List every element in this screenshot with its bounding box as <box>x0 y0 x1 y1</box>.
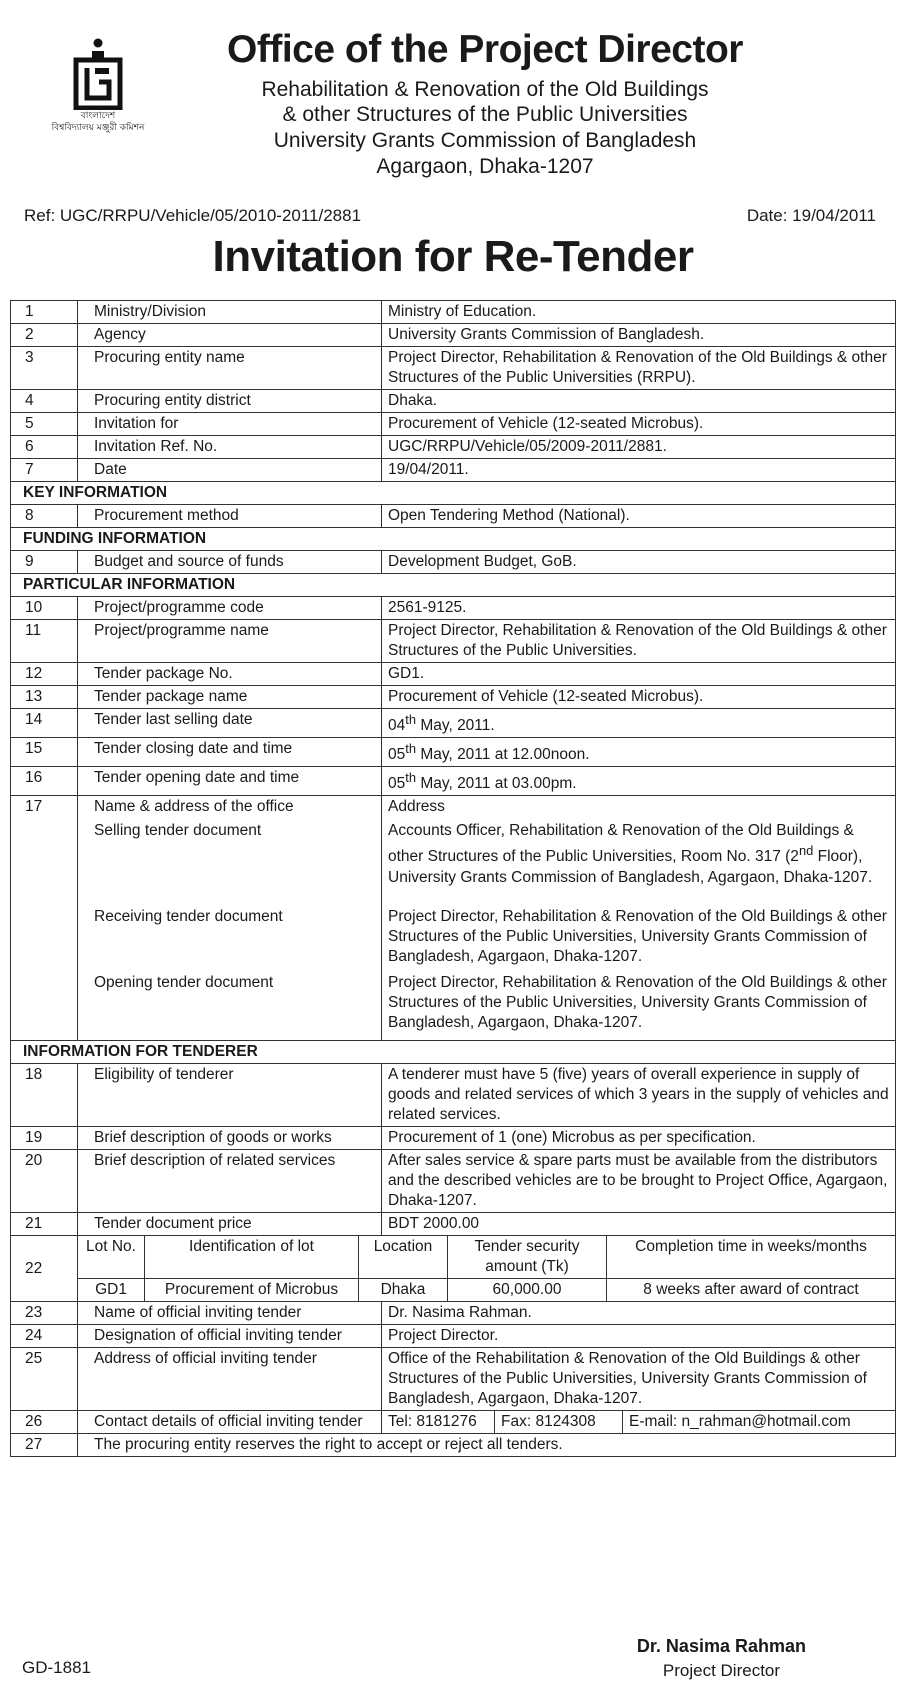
table-row <box>11 597 896 620</box>
row-number: 9 <box>11 551 78 574</box>
row-label: Procuring entity name <box>78 347 382 390</box>
ordinal: th <box>405 770 417 786</box>
row-value: Project Director, Rehabilitation & Renovation of the Old Buildings & other Structures of the Public Universities (RRPU). <box>382 347 896 390</box>
row-number: 23 <box>11 1302 78 1325</box>
row-value: Dr. Nasima Rahman. <box>382 1302 896 1325</box>
row-label: Project/programme name <box>78 620 382 663</box>
row-label: Tender last selling date <box>78 709 382 738</box>
table-row <box>11 1127 896 1150</box>
row-label: Brief description of goods or works <box>78 1127 382 1150</box>
row-number: 2 <box>11 324 78 347</box>
row-number: 25 <box>11 1348 78 1411</box>
contact-email: E-mail: n_rahman@hotmail.com <box>629 1413 851 1431</box>
table-row <box>11 686 896 709</box>
table-row <box>11 324 896 347</box>
day: 05 <box>388 775 406 793</box>
row-number: 3 <box>11 347 78 390</box>
section-row <box>11 482 896 505</box>
row-value: Procurement of Vehicle (12-seated Microbus). <box>382 413 896 436</box>
section-heading-key: KEY INFORMATION <box>11 482 896 505</box>
signatory-name: Dr. Nasima Rahman <box>636 1636 806 1656</box>
document-title: Invitation for Re-Tender <box>212 232 694 281</box>
row-value: GD1. <box>382 663 896 686</box>
row-label <box>78 796 382 1041</box>
logo-text-line-2: বিশ্ববিদ্যালয় মঞ্জুরী কমিশন <box>51 123 145 133</box>
row-value: The procuring entity reserves the right to accept or reject all tenders. <box>78 1434 896 1457</box>
row-value: A tenderer must have 5 (five) years of overall experience in supply of goods and related services of which 3 years in the supply of vehicles and related services. <box>382 1064 896 1127</box>
table-row <box>11 796 896 1041</box>
row-label: Contact details of official inviting tender <box>78 1411 382 1434</box>
row-number: 7 <box>11 459 78 482</box>
table-row <box>11 1411 896 1434</box>
reference-number: Ref: UGC/RRPU/Vehicle/05/2010-2011/2881 <box>24 206 362 225</box>
row-number: 27 <box>11 1434 78 1457</box>
ugc-logo <box>34 38 162 134</box>
table-row <box>11 738 896 767</box>
signatory-title: Project Director <box>662 1661 781 1680</box>
day: 05 <box>388 746 406 764</box>
row-number: 21 <box>11 1213 78 1236</box>
table-row <box>11 301 896 324</box>
ordinal: th <box>405 712 417 727</box>
row-value: After sales service & spare parts must be available from the distributors and the described vehicles are to be brought to Project Office, Agargaon, Dhaka-1207. <box>382 1150 896 1213</box>
contact-tel: Tel: 8181276 <box>382 1411 495 1433</box>
row-label: Ministry/Division <box>78 301 382 324</box>
contact-cell <box>382 1411 896 1434</box>
row-label: Project/programme code <box>78 597 382 620</box>
row-label: Tender opening date and time <box>78 767 382 796</box>
row-value: 19/04/2011. <box>382 459 896 482</box>
section-heading-funding: FUNDING INFORMATION <box>11 528 896 551</box>
table-row <box>11 1064 896 1127</box>
day: 04 <box>388 717 406 735</box>
row-value: Development Budget, GoB. <box>382 551 896 574</box>
row-label: Date <box>78 459 382 482</box>
row-value: BDT 2000.00 <box>382 1213 896 1236</box>
lot-completion: 8 weeks after award of contract <box>607 1279 896 1302</box>
row-number: 11 <box>11 620 78 663</box>
row-number: 20 <box>11 1150 78 1213</box>
row-label: Agency <box>78 324 382 347</box>
contact-table <box>382 1411 895 1433</box>
row-number: 19 <box>11 1127 78 1150</box>
section-row <box>11 528 896 551</box>
lot-identification: Procurement of Microbus <box>145 1279 359 1302</box>
row-value <box>382 738 896 767</box>
row-label: Tender closing date and time <box>78 738 382 767</box>
header-line-3: University Grants Commission of Bangladesh <box>273 129 697 152</box>
table-row <box>11 709 896 738</box>
contact-fax: Fax: 8124308 <box>495 1411 623 1433</box>
section-heading-particular: PARTICULAR INFORMATION <box>11 574 896 597</box>
footer-code: GD-1881 <box>22 1658 91 1677</box>
table-row <box>11 1325 896 1348</box>
row-value: Office of the Rehabilitation & Renovation of the Old Buildings & other Structures of the Public Universities, University Grants Commission of Bangladesh, Agargaon, Dhaka-1207. <box>382 1348 896 1411</box>
row-number: 26 <box>11 1411 78 1434</box>
row-label: Procuring entity district <box>78 390 382 413</box>
logo-text-line-1: বাংলাদেশ <box>80 111 116 121</box>
lot-header-security: Tender security amount (Tk) <box>448 1236 607 1279</box>
table-row <box>11 1434 896 1457</box>
row-label: Address of official inviting tender <box>78 1348 382 1411</box>
header-line-1: Rehabilitation & Renovation of the Old Buildings <box>261 78 709 101</box>
row-value: Project Director. <box>382 1325 896 1348</box>
receiving-label: Receiving tender document <box>94 908 283 926</box>
row-number: 8 <box>11 505 78 528</box>
table-row <box>11 551 896 574</box>
row-number: 17 <box>11 796 78 1041</box>
row-number: 5 <box>11 413 78 436</box>
signature-block <box>637 1634 806 1683</box>
opening-address: Project Director, Rehabilitation & Renovation of the Old Buildings & other Structures of the Public Universities, University Grants Commission of Bangladesh, Agargaon, Dhaka-1207. <box>388 974 887 1032</box>
row-value: Project Director, Rehabilitation & Renovation of the Old Buildings & other Structures of the Public Universities. <box>382 620 896 663</box>
table-row <box>11 1150 896 1213</box>
table-row <box>11 459 896 482</box>
row-label: Budget and source of funds <box>78 551 382 574</box>
table-row <box>11 620 896 663</box>
row-value <box>382 767 896 796</box>
row-number: 14 <box>11 709 78 738</box>
lot-table <box>78 1236 895 1301</box>
lot-header-row <box>78 1236 895 1279</box>
row-number: 10 <box>11 597 78 620</box>
row-value: Procurement of Vehicle (12-seated Microbus). <box>382 686 896 709</box>
selling-label: Selling tender document <box>94 822 262 840</box>
table-row <box>11 1236 896 1302</box>
address-heading: Address <box>388 798 445 816</box>
row-value: University Grants Commission of Bangladesh. <box>382 324 896 347</box>
table-row <box>11 390 896 413</box>
opening-label: Opening tender document <box>94 974 274 992</box>
row-number: 1 <box>11 301 78 324</box>
office-address-label: Name & address of the office <box>94 798 294 816</box>
date-rest: May, 2011 at 12.00noon. <box>416 746 590 764</box>
table-row <box>11 663 896 686</box>
tender-table <box>10 300 896 1457</box>
lot-cell <box>78 1236 896 1302</box>
lot-header-location: Location <box>359 1236 448 1279</box>
table-row <box>11 1348 896 1411</box>
row-number: 6 <box>11 436 78 459</box>
row-number: 13 <box>11 686 78 709</box>
row-number: 16 <box>11 767 78 796</box>
row-value: Ministry of Education. <box>382 301 896 324</box>
row-label: Tender document price <box>78 1213 382 1236</box>
lot-row <box>78 1279 895 1302</box>
lot-header-completion: Completion time in weeks/months <box>607 1236 896 1279</box>
selling-address-part1: Accounts Officer, Rehabilitation & Renovation of the Old Buildings & other Structures of the Public Universities, Room No. 317 (2 <box>388 822 854 866</box>
lot-security: 60,000.00 <box>448 1279 607 1302</box>
row-value <box>382 796 896 1041</box>
row-label: Invitation for <box>78 413 382 436</box>
row-label: Eligibility of tenderer <box>78 1064 382 1127</box>
header-line-4: Agargaon, Dhaka-1207 <box>376 155 594 178</box>
ordinal: nd <box>798 843 814 859</box>
row-number: 15 <box>11 738 78 767</box>
row-label: Brief description of related services <box>78 1150 382 1213</box>
lot-header-identification: Identification of lot <box>145 1236 359 1279</box>
table-row <box>11 767 896 796</box>
lot-number: GD1 <box>78 1279 145 1302</box>
row-label: Procurement method <box>78 505 382 528</box>
lot-header-lot: Lot No. <box>78 1236 145 1279</box>
row-label: Designation of official inviting tender <box>78 1325 382 1348</box>
receiving-address: Project Director, Rehabilitation & Renovation of the Old Buildings & other Structures of the Public Universities, University Grants Commission of Bangladesh, Agargaon, Dhaka-1207. <box>388 908 887 966</box>
row-number: 12 <box>11 663 78 686</box>
row-value: Dhaka. <box>382 390 896 413</box>
ugc-emblem-icon <box>73 38 123 110</box>
row-number: 4 <box>11 390 78 413</box>
row-label: Tender package name <box>78 686 382 709</box>
ordinal: th <box>405 741 417 757</box>
row-label: Name of official inviting tender <box>78 1302 382 1325</box>
table-row <box>11 436 896 459</box>
table-row <box>11 347 896 390</box>
office-title: Office of the Project Director <box>227 28 743 71</box>
table-row <box>11 1302 896 1325</box>
notice-date: Date: 19/04/2011 <box>746 206 876 225</box>
row-number: 18 <box>11 1064 78 1127</box>
row-number: 22 <box>11 1236 78 1302</box>
row-label: Invitation Ref. No. <box>78 436 382 459</box>
row-number: 24 <box>11 1325 78 1348</box>
selling-address <box>388 821 889 907</box>
table-row <box>11 413 896 436</box>
table-row <box>11 1213 896 1236</box>
section-row <box>11 1041 896 1064</box>
date-rest: May, 2011 at 03.00pm. <box>416 775 577 793</box>
row-label: Tender package No. <box>78 663 382 686</box>
lot-location: Dhaka <box>359 1279 448 1302</box>
row-value <box>382 709 896 738</box>
date-rest: May, 2011. <box>416 717 495 735</box>
row-value: Open Tendering Method (National). <box>382 505 896 528</box>
selling-address-part2: Floor), University Grants Commission of Bangladesh, Agargaon, Dhaka-1207. <box>388 848 873 886</box>
table-row <box>11 505 896 528</box>
section-row <box>11 574 896 597</box>
row-value: Procurement of 1 (one) Microbus as per specification. <box>382 1127 896 1150</box>
row-value: 2561-9125. <box>382 597 896 620</box>
header-line-2: & other Structures of the Public Universities <box>282 103 688 126</box>
section-heading-tenderer: INFORMATION FOR TENDERER <box>11 1041 896 1064</box>
row-value: UGC/RRPU/Vehicle/05/2009-2011/2881. <box>382 436 896 459</box>
